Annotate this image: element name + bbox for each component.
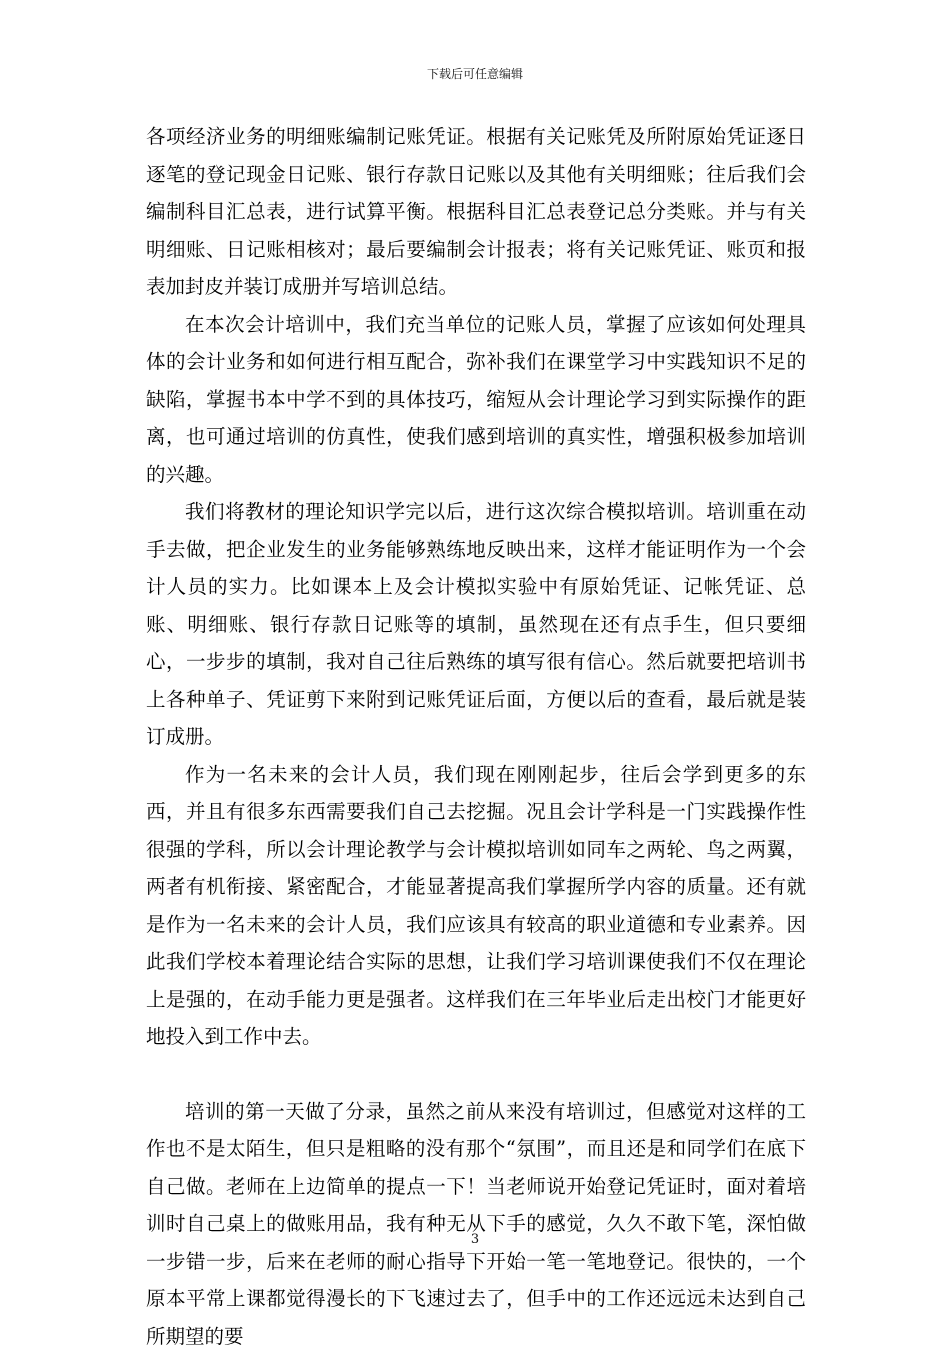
document-body (146, 118, 806, 1355)
paragraph-comprehensive-simulation: 我们将教材的理论知识学完以后，进行这次综合模拟培训。培训重在动手去做，把企业发生的业务能够熟练地反映出来，这样才能证明作为一个会计人员的实力。比如课本上及会计模拟实验中有原始凭证、记帐凭证、总账、明细账、银行存款日记账等的填制，虽然现在还有点手生，但只要细心，一步步的填制，我对自己往后熟练的填写很有信心。然后就要把培训书上各种单子、凭证剪下来附到记账凭证后面，方便以后的查看，最后就是装订成册。 (146, 493, 806, 756)
paragraph-first-day: 培训的第一天做了分录，虽然之前从来没有培训过，但感觉对这样的工作也不是太陌生，但只是粗略的没有那个“氛围”，而且还是和同学们在底下自己做。老师在上边简单的提点一下！当老师说开始登记凭证时，面对着培训时自己桌上的做账用品，我有种无从下手的感觉，久久不敢下笔，深怕做一步错一步，后来在老师的耐心指导下开始一笔一笔地登记。很快的，一个原本平常上课都觉得漫长的下飞速过去了，但手中的工作还远远未达到自己所期望的要 (146, 1093, 806, 1355)
paragraph-future-accountant: 作为一名未来的会计人员，我们现在刚刚起步，往后会学到更多的东西，并且有很多东西需要我们自己去挖掘。况且会计学科是一门实践操作性很强的学科，所以会计理论教学与会计模拟培训如同车之两轮、鸟之两翼，两者有机衔接、紧密配合，才能显著提高我们掌握所学内容的质量。还有就是作为一名未来的会计人员，我们应该具有较高的职业道德和专业素养。因此我们学校本着理论结合实际的思想，让我们学习培训课使我们不仅在理论上是强的，在动手能力更是强者。这样我们在三年毕业后走出校门才能更好地投入到工作中去。 (146, 756, 806, 1056)
page-header: 下载后可任意编辑 (0, 66, 950, 82)
paragraph-training-role: 在本次会计培训中，我们充当单位的记账人员，掌握了应该如何处理具体的会计业务和如何进行相互配合，弥补我们在课堂学习中实践知识不足的缺陷，掌握书本中学不到的具体技巧，缩短从会计理论学习到实际操作的距离，也可通过培训的仿真性，使我们感到培训的真实性，增强积极参加培训的兴趣。 (146, 306, 806, 494)
page-number: 3 (0, 1232, 950, 1248)
paragraph-continuation: 各项经济业务的明细账编制记账凭证。根据有关记账凭及所附原始凭证逐日逐笔的登记现金日记账、银行存款日记账以及其他有关明细账；往后我们会编制科目汇总表，进行试算平衡。根据科目汇总表登记总分类账。并与有关明细账、日记账相核对；最后要编制会计报表；将有关记账凭证、账页和报表加封皮并装订成册并写培训总结。 (146, 118, 806, 306)
